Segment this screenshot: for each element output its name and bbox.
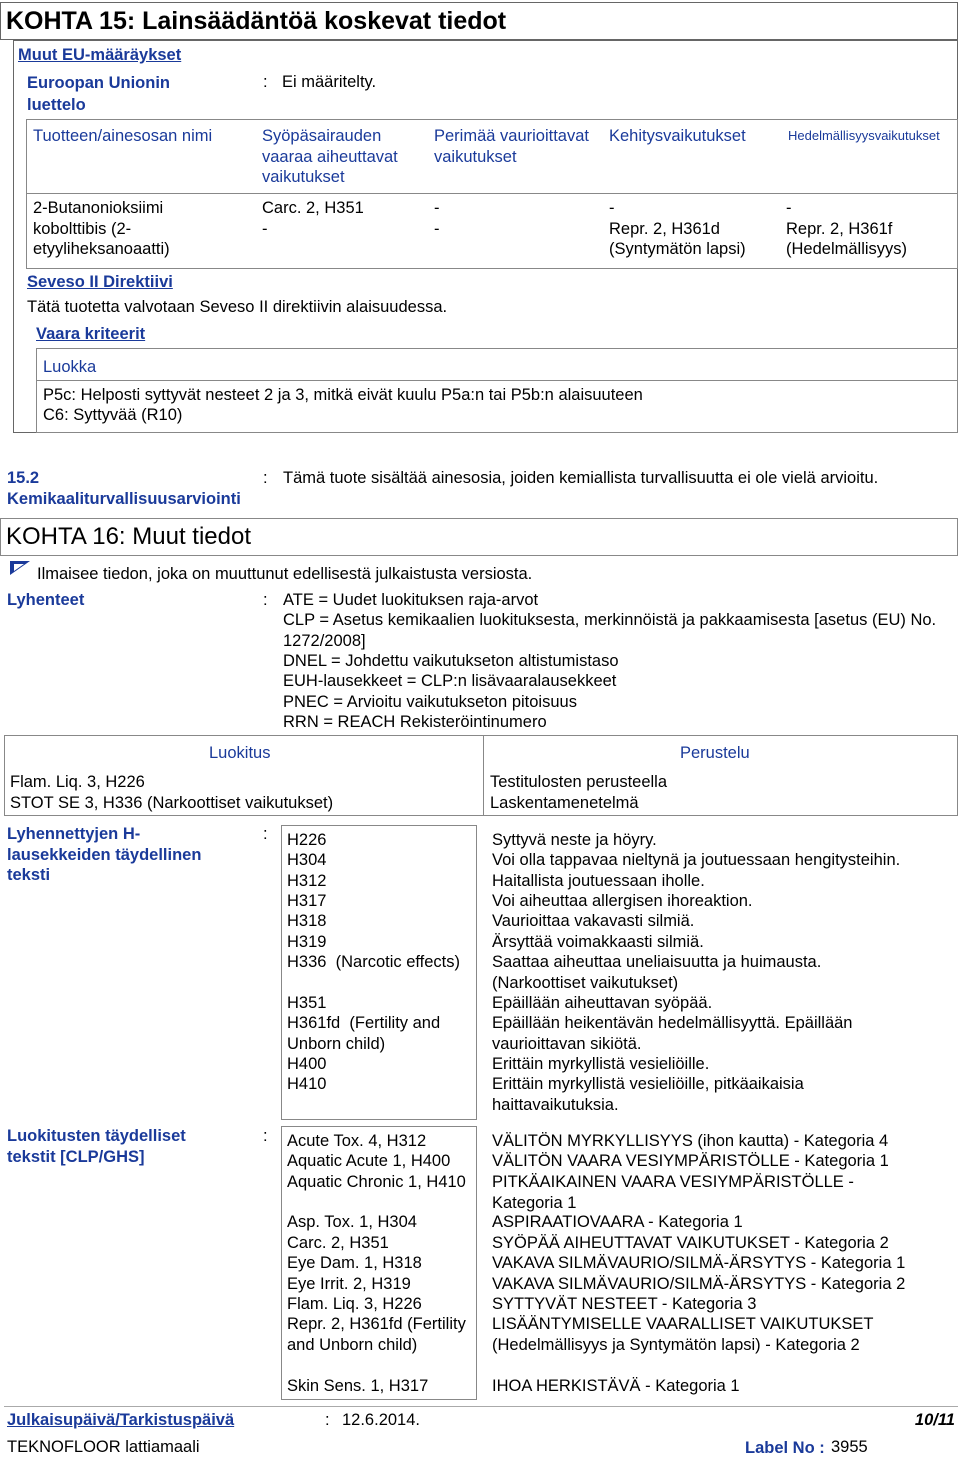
h-text-3: Voi aiheuttaa allergisen ihoreaktion. [492, 892, 753, 910]
clp-text-8: LISÄÄNTYMISELLE VAARALLISET VAIKUTUKSET (Hedelmällisyys ja Syntymätön lapsi) - Kategoria 2 [492, 1315, 874, 1354]
clp-code-9: Skin Sens. 1, H317 [287, 1377, 429, 1395]
classification-line-2: STOT SE 3, H336 (Narkoottiset vaikutukset) [10, 794, 334, 812]
h-code-10: H410 [287, 1075, 327, 1093]
clp-text-0: VÄLITÖN MYRKYLLISYYS (ihon kautta) - Kategoria 4 [492, 1132, 889, 1150]
clp-code-8: Repr. 2, H361fd (Fertility and Unborn child) [287, 1315, 466, 1354]
h-text-8: Epäillään heikentävän hedelmällisyyttä. Epäillään vaurioittavan sikiötä. [492, 1014, 853, 1053]
change-note: Ilmaisee tiedon, joka on muuttunut edellisestä julkaistusta versiosta. [37, 565, 533, 583]
footer-page: 10/11 [914, 1411, 955, 1429]
clp-text-3: ASPIRAATIOVAARA - Kategoria 1 [492, 1213, 743, 1231]
header-mutagenic: Perimää vaurioittavat vaikutukset [434, 127, 589, 166]
classification-header: Luokitus [209, 744, 271, 762]
footer-date-label: Julkaisupäivä/Tarkistuspäivä [7, 1411, 235, 1429]
footer-rule [4, 1406, 958, 1407]
header-developmental: Kehitysvaikutukset [609, 127, 746, 145]
clp-code-6: Eye Irrit. 2, H319 [287, 1275, 411, 1293]
row-product: 2-Butanonioksiimi kobolttibis (2-etyyliheksanoaatti) [33, 199, 170, 258]
h-code-6: H336 (Narcotic effects) [287, 953, 461, 971]
clp-code-3: Asp. Tox. 1, H304 [287, 1213, 417, 1231]
criteria-line-1: P5c: Helposti syttyvät nesteet 2 ja 3, mitkä eivät kuulu P5a:n tai P5b:n alaisuuteen [43, 386, 643, 404]
header-fertility: Hedelmällisyysvaikutukset [788, 128, 940, 143]
basis-line-2: Laskentamenetelmä [490, 794, 639, 812]
abbrev-line-1: ATE = Uudet luokituksen raja-arvot [283, 591, 539, 609]
eu-regulations-title: Muut EU-määräykset [18, 46, 182, 64]
h-code-0: H226 [287, 831, 327, 849]
clp-code-1: Aquatic Acute 1, H400 [287, 1152, 451, 1170]
row-developmental: - Repr. 2, H361d (Syntymätön lapsi) [609, 199, 746, 258]
h-text-9: Erittäin myrkyllistä vesieliöille. [492, 1055, 710, 1073]
criteria-line-2: C6: Syttyvää (R10) [43, 406, 183, 424]
chem-safety-colon: : [263, 469, 268, 487]
section-16-title: KOHTA 16: Muut tiedot [6, 523, 252, 550]
abbrev-line-2: CLP = Asetus kemikaalien luokituksesta, merkinnöistä ja pakkaamisesta [asetus (EU) No. 1272/2008] [283, 611, 937, 650]
chem-safety-value: Tämä tuote sisältää ainesosia, joiden kemiallista turvallisuutta ei ole vielä arvioitu. [283, 469, 879, 487]
seveso-title: Seveso II Direktiivi [27, 273, 173, 291]
h-code-2: H312 [287, 872, 327, 890]
basis-header: Perustelu [680, 744, 750, 762]
footer-date-colon: : [325, 1411, 330, 1429]
h-text-10: Erittäin myrkyllistä vesieliöille, pitkäaikaisia haittavaikutuksia. [492, 1075, 804, 1114]
clp-text-2: PITKÄAIKAINEN VAARA VESIYMPÄRISTÖLLE - Kategoria 1 [492, 1173, 854, 1212]
clp-text-4: SYÖPÄÄ AIHEUTTAVAT VAIKUTUKSET - Kategoria 2 [492, 1234, 889, 1252]
abbreviations-label: Lyhenteet [7, 591, 85, 609]
row-mutagenic: - - [434, 199, 440, 238]
criteria-class-header: Luokka [43, 358, 97, 376]
h-text-0: Syttyvä neste ja höyry. [492, 831, 657, 849]
section-15-title: KOHTA 15: Lainsäädäntöä koskevat tiedot [6, 7, 507, 35]
carcinogen-table-header-line [26, 193, 958, 194]
header-product: Tuotteen/ainesosan nimi [33, 127, 213, 145]
clp-text-7: SYTTYVÄT NESTEET - Kategoria 3 [492, 1295, 757, 1313]
clp-colon: : [263, 1127, 268, 1145]
criteria-title: Vaara kriteerit [36, 325, 146, 343]
h-text-5: Ärsyttää voimakkaasti silmiä. [492, 933, 704, 951]
h-statements-label: Lyhennettyjen H-lausekkeiden täydellinen teksti [7, 825, 202, 884]
h-code-7: H351 [287, 994, 327, 1012]
h-text-4: Vaurioittaa vakavasti silmiä. [492, 912, 695, 930]
row-fertility: - Repr. 2, H361f (Hedelmällisyys) [786, 199, 908, 258]
seveso-text: Tätä tuotetta valvotaan Seveso II direktiivin alaisuudessa. [27, 298, 448, 316]
classification-line-1: Flam. Liq. 3, H226 [10, 773, 145, 791]
basis-line-1: Testitulosten perusteella [490, 773, 668, 791]
criteria-table-divider [36, 380, 958, 381]
h-code-5: H319 [287, 933, 327, 951]
clp-text-9: IHOA HERKISTÄVÄ - Kategoria 1 [492, 1377, 740, 1395]
eu-list-colon: : [263, 73, 268, 91]
h-code-4: H318 [287, 912, 327, 930]
changed-indicator-icon [9, 560, 31, 576]
header-carcinogenic: Syöpäsairauden vaaraa aiheuttavat vaikutukset [262, 127, 398, 186]
clp-code-2: Aquatic Chronic 1, H410 [287, 1173, 466, 1191]
abbrev-line-5: PNEC = Arvioitu vaikutukseton pitoisuus [283, 693, 577, 711]
footer-product: TEKNOFLOOR lattiamaali [7, 1438, 200, 1456]
footer-date-value: 12.6.2014. [342, 1411, 420, 1429]
h-text-2: Haitallista joutuessaan iholle. [492, 872, 705, 890]
eu-list-value: Ei määritelty. [282, 73, 377, 91]
h-code-9: H400 [287, 1055, 327, 1073]
clp-code-7: Flam. Liq. 3, H226 [287, 1295, 422, 1313]
abbrev-line-3: DNEL = Johdettu vaikutukseton altistumistaso [283, 652, 619, 670]
h-text-1: Voi olla tappavaa nieltynä ja joutuessaan hengitysteihin. [492, 851, 901, 869]
chem-safety-label: 15.2 Kemikaaliturvallisuusarviointi [7, 469, 241, 508]
row-carcinogenic: Carc. 2, H351 - [262, 199, 364, 238]
footer-label-no-value: 3955 [831, 1438, 868, 1456]
clp-code-5: Eye Dam. 1, H318 [287, 1254, 422, 1272]
clp-label: Luokitusten täydelliset tekstit [CLP/GHS] [7, 1127, 186, 1166]
clp-text-6: VAKAVA SILMÄVAURIO/SILMÄ-ÄRSYTYS - Kategoria 2 [492, 1275, 906, 1293]
h-text-6: Saattaa aiheuttaa uneliaisuutta ja huimausta. (Narkoottiset vaikutukset) [492, 953, 822, 992]
clp-text-5: VAKAVA SILMÄVAURIO/SILMÄ-ÄRSYTYS - Kategoria 1 [492, 1254, 906, 1272]
classification-divider [483, 735, 484, 816]
h-code-3: H317 [287, 892, 327, 910]
footer-label-no-label: Label No : [745, 1439, 825, 1457]
abbreviations-colon: : [263, 591, 268, 609]
h-text-7: Epäillään aiheuttavan syöpää. [492, 994, 713, 1012]
h-code-1: H304 [287, 851, 327, 869]
clp-code-4: Carc. 2, H351 [287, 1234, 389, 1252]
eu-list-label: Euroopan Unionin luettelo [27, 74, 170, 114]
clp-text-1: VÄLITÖN VAARA VESIYMPÄRISTÖLLE - Kategoria 1 [492, 1152, 889, 1170]
clp-code-0: Acute Tox. 4, H312 [287, 1132, 427, 1150]
abbrev-line-4: EUH-lausekkeet = CLP:n lisävaaralausekkeet [283, 672, 617, 690]
abbrev-line-6: RRN = REACH Rekisteröintinumero [283, 713, 547, 731]
h-code-8: H361fd (Fertility and Unborn child) [287, 1014, 445, 1053]
h-statements-colon: : [263, 825, 268, 843]
